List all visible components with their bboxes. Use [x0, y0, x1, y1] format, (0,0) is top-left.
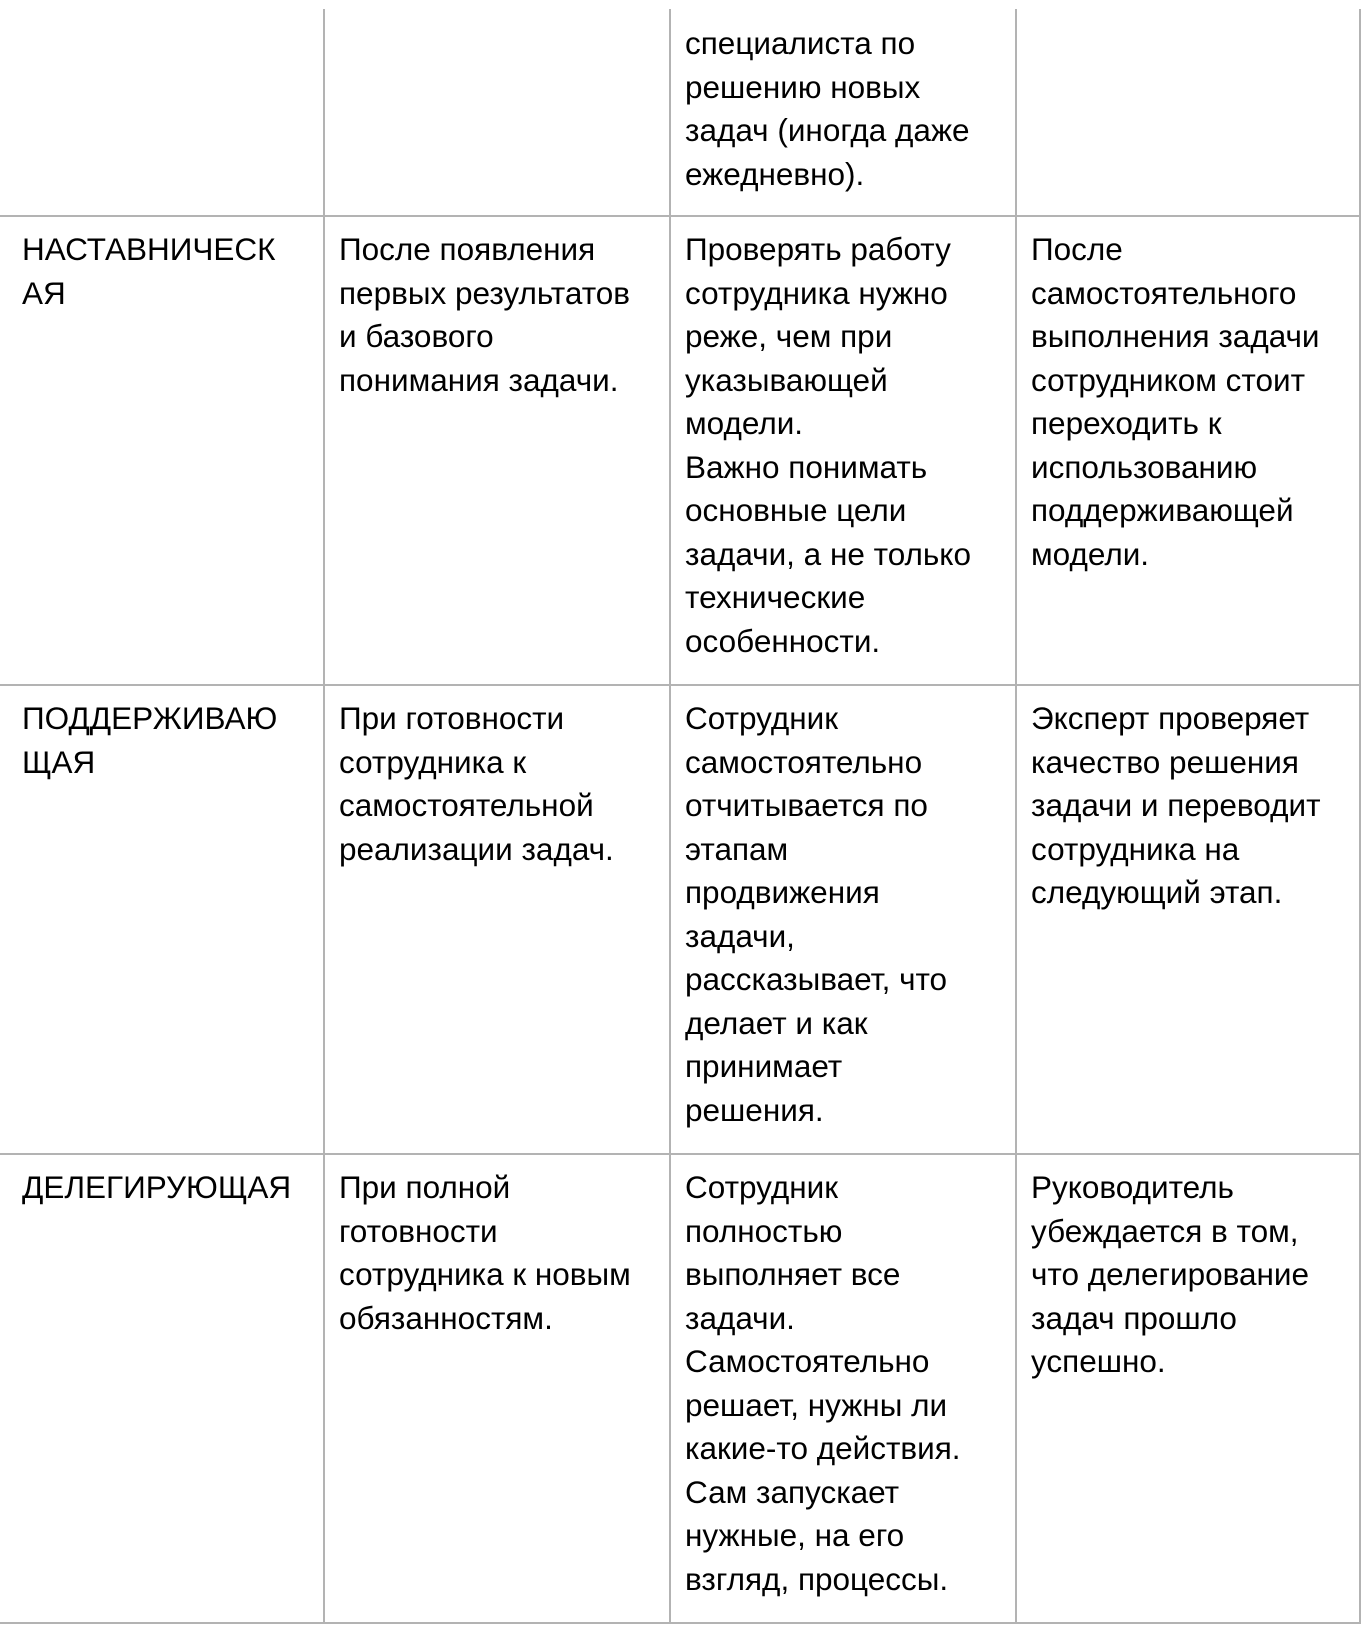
cell-line: реже, чем при — [685, 318, 893, 354]
cell-line: Самостоятельно — [685, 1343, 930, 1379]
cell-line: сотрудника к новым — [339, 1256, 631, 1292]
cell-line: После появления — [339, 231, 596, 267]
cell-line: задач прошло — [1031, 1299, 1237, 1336]
cell-line: сотрудника нужно — [685, 274, 948, 311]
cell-line: Руководитель — [1031, 1169, 1234, 1205]
cell-line: переходить к — [1031, 405, 1222, 441]
when-cell — [324, 216, 670, 685]
when-cell — [324, 685, 670, 1154]
cell-line: отчитывается по — [685, 787, 928, 823]
transition-cell — [1016, 216, 1360, 685]
cell-line: ежедневно). — [685, 155, 865, 192]
cell-line: основные цели — [685, 492, 907, 528]
cell-line: самостоятельной — [339, 787, 594, 823]
control-cell — [670, 9, 1016, 216]
transition-cell — [1016, 685, 1360, 1154]
table-row — [0, 685, 1360, 1154]
cell-line: успешно. — [1031, 1343, 1166, 1379]
cell-line: самостоятельно — [685, 743, 923, 780]
cell-line: При готовности — [339, 700, 565, 736]
cell-line: технические — [685, 579, 866, 615]
cell-line: НАСТАВНИЧЕСК — [22, 231, 276, 267]
cell-line: задач (иногда даже — [685, 112, 970, 148]
cell-line: сотрудника на — [1031, 830, 1240, 867]
cell-line: особенности. — [685, 622, 881, 659]
cell-line: нужные, на его — [685, 1517, 905, 1553]
cell-line: задачи и переводит — [1031, 787, 1321, 823]
cell-line: задачи, а не только — [685, 535, 971, 572]
cell-line: Сотрудник — [685, 1169, 839, 1205]
when-cell — [324, 1154, 670, 1623]
cell-line: реализации задач. — [339, 830, 614, 867]
cell-line: указывающей — [685, 361, 888, 398]
cell-line: взгляд, процессы. — [685, 1560, 949, 1597]
cell-line: Сотрудник — [685, 700, 839, 736]
cell-line: что делегирование — [1031, 1256, 1310, 1292]
when-cell — [324, 9, 670, 216]
cell-line: убеждается в том, — [1031, 1212, 1299, 1249]
cell-line: ДЕЛЕГИРУЮЩАЯ — [22, 1169, 292, 1205]
cell-line: самостоятельного — [1031, 274, 1297, 311]
table-row — [0, 1154, 1360, 1623]
table-row — [0, 9, 1360, 216]
stage-cell — [0, 685, 324, 1154]
cell-line: ЩАЯ — [22, 743, 96, 780]
cell-line: После — [1031, 231, 1123, 267]
cell-line: специалиста по — [685, 25, 916, 61]
control-cell — [670, 685, 1016, 1154]
cell-line: выполнения задачи — [1031, 318, 1320, 354]
cell-line: полностью — [685, 1212, 843, 1249]
cell-line: и базового — [339, 318, 494, 354]
cell-line: готовности — [339, 1212, 498, 1249]
cell-line: понимания задачи. — [339, 361, 619, 398]
cell-line: поддерживающей — [1031, 492, 1294, 528]
models-table — [0, 9, 1361, 1624]
cell-line: задачи. — [685, 1299, 795, 1336]
control-cell — [670, 216, 1016, 685]
control-cell — [670, 1154, 1016, 1623]
stage-cell — [0, 9, 324, 216]
cell-line: решения. — [685, 1091, 824, 1128]
transition-cell — [1016, 1154, 1360, 1623]
cell-line: задачи, — [685, 917, 795, 954]
cell-line: Эксперт проверяет — [1031, 700, 1310, 736]
cell-line: решению новых — [685, 68, 921, 105]
cell-line: этапам — [685, 830, 789, 867]
cell-line: следующий этап. — [1031, 874, 1283, 910]
cell-line: Сам запускает — [685, 1473, 900, 1510]
cell-line: рассказывает, что — [685, 961, 948, 997]
cell-line: первых результатов — [339, 274, 631, 311]
stage-cell — [0, 216, 324, 685]
cell-line: делает и как — [685, 1004, 868, 1041]
stage-cell — [0, 1154, 324, 1623]
cell-line: продвижения — [685, 874, 880, 910]
cell-line: модели. — [685, 405, 804, 441]
cell-line: обязанностям. — [339, 1299, 553, 1336]
cell-line: принимает — [685, 1048, 843, 1084]
cell-line: решает, нужны ли — [685, 1386, 948, 1423]
cell-line: сотрудника к — [339, 743, 527, 780]
cell-line: какие-то действия. — [685, 1430, 961, 1466]
cell-line: использованию — [1031, 448, 1258, 485]
cell-line: АЯ — [22, 274, 66, 311]
cell-line: При полной — [339, 1169, 511, 1205]
cell-line: модели. — [1031, 535, 1150, 572]
cell-line: сотрудником стоит — [1031, 361, 1306, 398]
transition-cell — [1016, 9, 1360, 216]
cell-line: Важно понимать — [685, 448, 928, 485]
cell-line: ПОДДЕРЖИВАЮ — [22, 700, 278, 736]
cell-line: Проверять работу — [685, 231, 951, 267]
cell-line: выполняет все — [685, 1256, 901, 1292]
cell-line: качество решения — [1031, 743, 1299, 780]
table-row — [0, 216, 1360, 685]
